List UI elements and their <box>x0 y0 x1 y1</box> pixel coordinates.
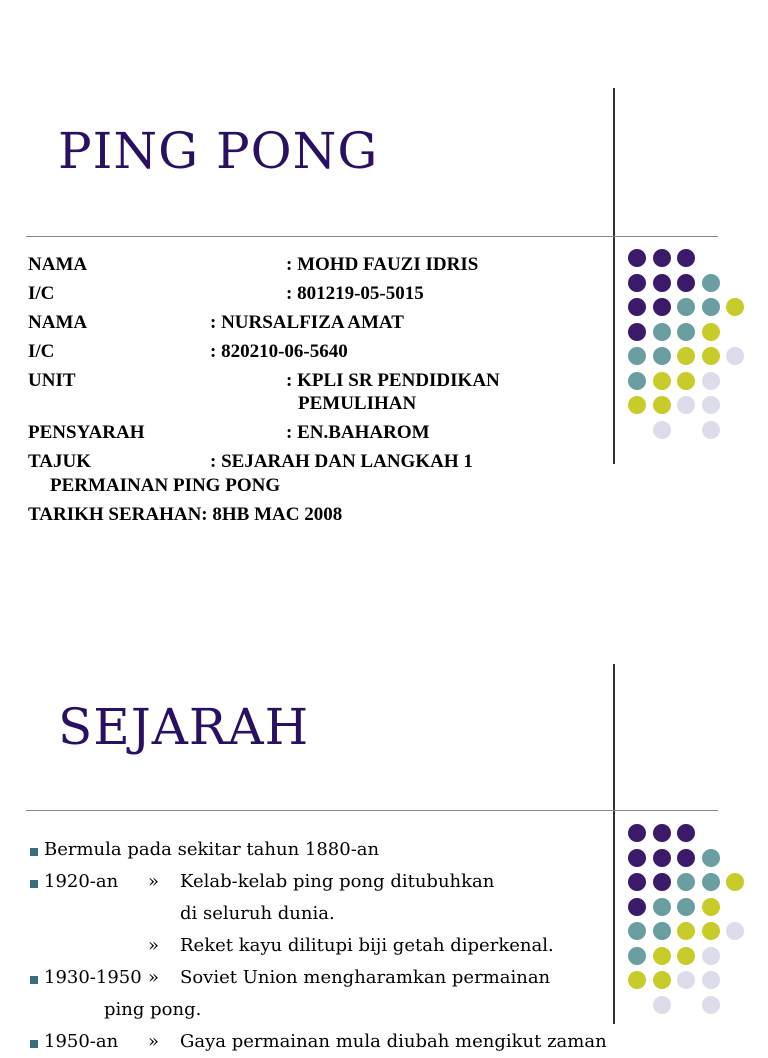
decorative-dot <box>677 873 695 891</box>
info-label: UNIT <box>28 370 76 391</box>
info-label: NAMA <box>28 312 88 333</box>
decorative-dot <box>702 298 720 316</box>
decorative-dot <box>702 971 720 989</box>
square-bullet-icon <box>30 848 38 856</box>
decorative-dot <box>677 824 695 842</box>
decorative-dot <box>628 274 646 292</box>
decorative-dot <box>628 873 646 891</box>
square-bullet-icon <box>30 976 38 984</box>
decorative-dot <box>653 873 671 891</box>
decorative-dot <box>702 323 720 341</box>
square-bullet-icon <box>30 1040 38 1048</box>
history-description: ping pong. <box>104 999 202 1020</box>
decorative-dot <box>726 298 744 316</box>
history-description: Reket kayu dilitupi biji getah diperkenal. <box>180 935 554 956</box>
info-value: : MOHD FAUZI IDRIS <box>286 254 479 275</box>
decorative-dot <box>702 873 720 891</box>
decorative-dot <box>653 947 671 965</box>
arrow-marker: » <box>148 1031 160 1052</box>
info-value: : 801219-05-5015 <box>286 283 424 304</box>
decorative-dot <box>653 996 671 1014</box>
info-label: I/C <box>28 283 55 304</box>
history-description: Gaya permainan mula diubah mengikut zaman <box>180 1031 607 1052</box>
slide-sejarah <box>0 512 768 1052</box>
slide-title: SEJARAH <box>58 698 310 756</box>
decorative-dot <box>702 996 720 1014</box>
history-period: Bermula pada sekitar tahun 1880-an <box>44 839 380 860</box>
decorative-dot <box>702 898 720 916</box>
decorative-dot <box>702 396 720 414</box>
decorative-dot <box>628 298 646 316</box>
decorative-dot <box>653 922 671 940</box>
decorative-dot <box>726 922 744 940</box>
info-label: NAMA <box>28 254 88 275</box>
decorative-dot <box>653 824 671 842</box>
info-value: : KPLI SR PENDIDIKAN <box>286 370 500 391</box>
decorative-dot <box>677 898 695 916</box>
history-period: 1920-an <box>44 871 119 892</box>
info-value: : SEJARAH DAN LANGKAH 1 <box>210 451 473 472</box>
arrow-marker: » <box>148 935 160 956</box>
info-value: : NURSALFIZA AMAT <box>210 312 404 333</box>
decorative-dot <box>653 971 671 989</box>
history-period: 1930-1950 <box>44 967 142 988</box>
decorative-dot <box>653 898 671 916</box>
decorative-dot <box>628 971 646 989</box>
decorative-dot <box>702 922 720 940</box>
decorative-dot <box>677 971 695 989</box>
decorative-dot <box>653 249 671 267</box>
decorative-dot <box>628 947 646 965</box>
decorative-dot <box>628 323 646 341</box>
decorative-dot <box>628 898 646 916</box>
decorative-dot <box>628 372 646 390</box>
info-value: : 820210-06-5640 <box>210 341 348 362</box>
decorative-dot <box>653 323 671 341</box>
decorative-dot <box>702 347 720 365</box>
decorative-dot <box>677 347 695 365</box>
decorative-dot <box>653 421 671 439</box>
info-value: : EN.BAHAROM <box>286 422 430 443</box>
decorative-dot <box>628 849 646 867</box>
info-label: TARIKH SERAHAN: 8HB MAC 2008 <box>28 504 343 525</box>
decorative-dot <box>628 824 646 842</box>
info-label: TAJUK <box>28 451 91 472</box>
decorative-dot <box>677 396 695 414</box>
slide-ping-pong <box>0 0 768 525</box>
square-bullet-icon <box>30 880 38 888</box>
decorative-dot <box>702 372 720 390</box>
decorative-dot <box>677 922 695 940</box>
decorative-dot <box>726 873 744 891</box>
decorative-dot <box>677 298 695 316</box>
decorative-dot <box>653 274 671 292</box>
info-value: PEMULIHAN <box>298 393 417 414</box>
decorative-dot <box>628 249 646 267</box>
decorative-dot <box>677 274 695 292</box>
decorative-dot <box>726 347 744 365</box>
arrow-marker: » <box>148 967 160 988</box>
decorative-dot <box>628 922 646 940</box>
decorative-dot <box>677 372 695 390</box>
horizontal-divider <box>26 236 718 237</box>
decorative-dot <box>702 274 720 292</box>
decorative-dot <box>702 947 720 965</box>
vertical-divider <box>613 664 615 1024</box>
decorative-dot <box>653 396 671 414</box>
decorative-dot <box>677 849 695 867</box>
info-label: PENSYARAH <box>28 422 145 443</box>
slide-title: PING PONG <box>58 122 379 180</box>
decorative-dot <box>677 323 695 341</box>
decorative-dot <box>677 947 695 965</box>
decorative-dot <box>702 849 720 867</box>
vertical-divider <box>613 88 615 464</box>
info-label: I/C <box>28 341 55 362</box>
arrow-marker: » <box>148 871 160 892</box>
history-description: Kelab-kelab ping pong ditubuhkan <box>180 871 495 892</box>
decorative-dot <box>628 347 646 365</box>
info-value: PERMAINAN PING PONG <box>50 475 281 496</box>
decorative-dot <box>677 249 695 267</box>
decorative-dot <box>628 396 646 414</box>
decorative-dot <box>653 849 671 867</box>
history-description: Soviet Union mengharamkan permainan <box>180 967 551 988</box>
history-description: di seluruh dunia. <box>180 903 335 924</box>
decorative-dot <box>653 372 671 390</box>
horizontal-divider <box>26 810 718 811</box>
decorative-dot <box>653 347 671 365</box>
decorative-dot <box>702 421 720 439</box>
decorative-dot <box>653 298 671 316</box>
history-period: 1950-an <box>44 1031 119 1052</box>
